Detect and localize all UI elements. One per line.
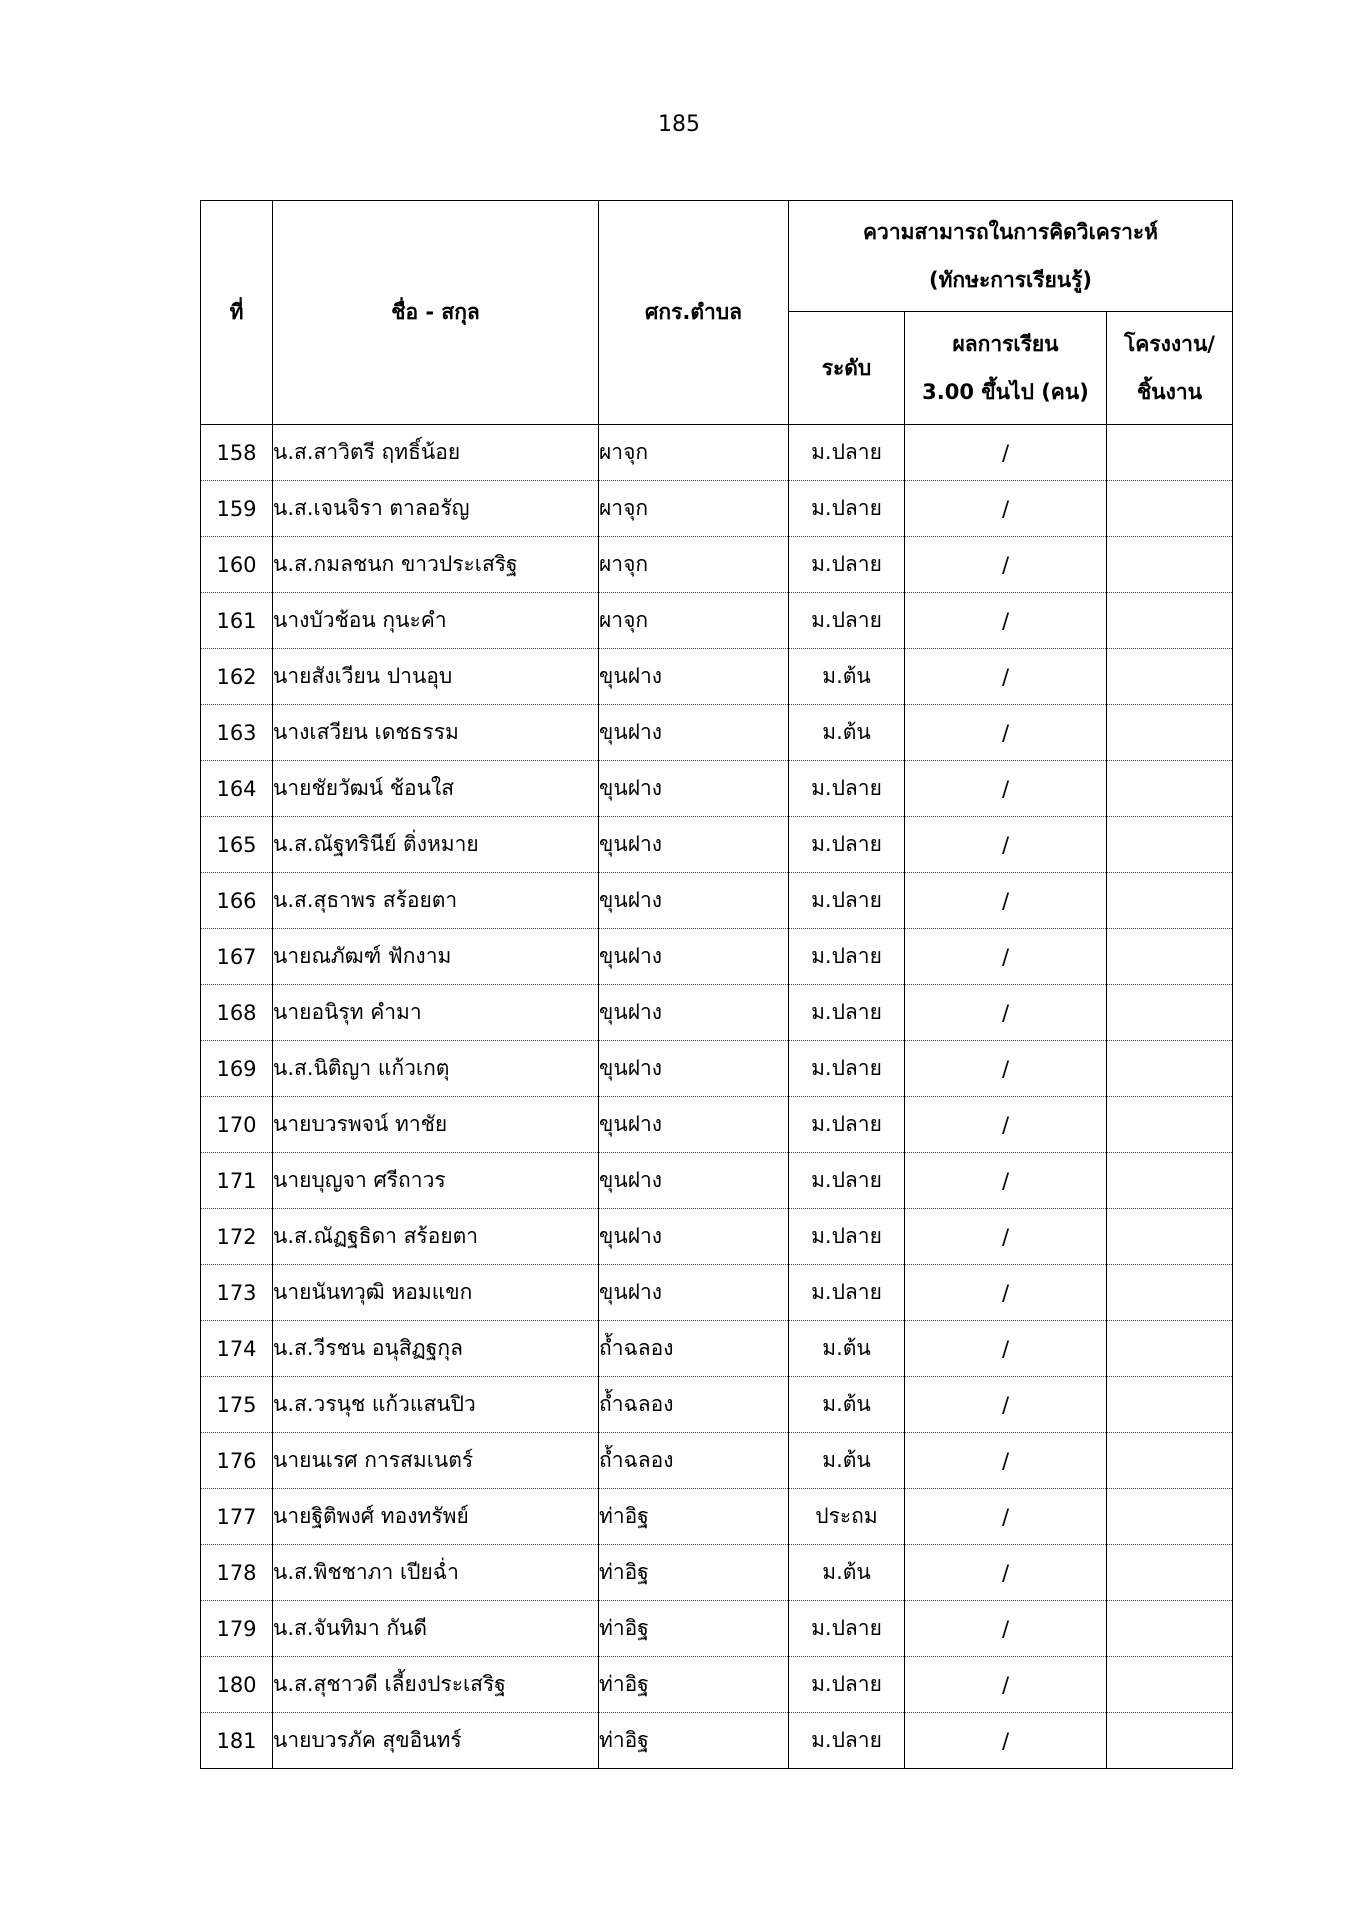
header-name: ชื่อ - สกุล (273, 201, 599, 425)
cell-name: นางเสวียน เดชธรรม (273, 705, 599, 761)
cell-level: ม.ปลาย (789, 425, 905, 481)
cell-level: ม.ปลาย (789, 481, 905, 537)
header-project-line1: โครงงาน/ (1124, 332, 1215, 356)
cell-level: ม.ปลาย (789, 1265, 905, 1321)
cell-no: 166 (201, 873, 273, 929)
cell-result: / (905, 1209, 1107, 1265)
cell-name: น.ส.วรนุช แก้วแสนปิว (273, 1377, 599, 1433)
cell-no: 161 (201, 593, 273, 649)
cell-result: / (905, 1545, 1107, 1601)
cell-level: ม.ปลาย (789, 929, 905, 985)
cell-project (1107, 649, 1233, 705)
table-row (201, 1097, 1233, 1153)
table-row (201, 537, 1233, 593)
cell-project (1107, 1713, 1233, 1769)
cell-no: 160 (201, 537, 273, 593)
cell-name: นายบุญจา ศรีถาวร (273, 1153, 599, 1209)
cell-project (1107, 425, 1233, 481)
cell-level: ม.ต้น (789, 1433, 905, 1489)
cell-tambon: ถ้ำฉลอง (599, 1433, 789, 1489)
cell-name: นายบวรพจน์ ทาชัย (273, 1097, 599, 1153)
table-row (201, 1041, 1233, 1097)
cell-name: น.ส.วีรชน อนุสิฏฐกุล (273, 1321, 599, 1377)
cell-project (1107, 537, 1233, 593)
cell-tambon: ขุนฝาง (599, 649, 789, 705)
cell-project (1107, 873, 1233, 929)
cell-result: / (905, 1713, 1107, 1769)
cell-level: ม.ปลาย (789, 1657, 905, 1713)
cell-name: น.ส.ณัฏฐธิดา สร้อยตา (273, 1209, 599, 1265)
table-row (201, 873, 1233, 929)
table-body (201, 425, 1233, 1769)
cell-level: ม.ปลาย (789, 985, 905, 1041)
header-group-line1: ความสามารถในการคิดวิเคราะห์ (862, 220, 1158, 244)
header-level: ระดับ (789, 312, 905, 425)
cell-result: / (905, 873, 1107, 929)
cell-result: / (905, 481, 1107, 537)
cell-result: / (905, 1657, 1107, 1713)
cell-tambon: ขุนฝาง (599, 1097, 789, 1153)
header-tambon: ศกร.ตำบล (599, 201, 789, 425)
cell-tambon: ผาจุก (599, 425, 789, 481)
cell-result: / (905, 985, 1107, 1041)
cell-project (1107, 817, 1233, 873)
cell-level: ม.ปลาย (789, 537, 905, 593)
table-row (201, 929, 1233, 985)
cell-result: / (905, 1377, 1107, 1433)
header-group-line2: (ทักษะการเรียนรู้) (928, 268, 1093, 292)
cell-no: 173 (201, 1265, 273, 1321)
cell-project (1107, 1041, 1233, 1097)
cell-project (1107, 1097, 1233, 1153)
cell-project (1107, 1545, 1233, 1601)
cell-level: ม.ปลาย (789, 873, 905, 929)
cell-no: 181 (201, 1713, 273, 1769)
cell-no: 158 (201, 425, 273, 481)
cell-name: น.ส.จันทิมา กันดี (273, 1601, 599, 1657)
cell-tambon: ถ้ำฉลอง (599, 1321, 789, 1377)
cell-level: ม.ปลาย (789, 761, 905, 817)
cell-project (1107, 705, 1233, 761)
cell-no: 172 (201, 1209, 273, 1265)
cell-name: น.ส.นิติญา แก้วเกตุ (273, 1041, 599, 1097)
cell-result: / (905, 761, 1107, 817)
header-group (789, 201, 1233, 312)
cell-no: 165 (201, 817, 273, 873)
table-row (201, 1657, 1233, 1713)
cell-tambon: ผาจุก (599, 481, 789, 537)
header-result-line1: ผลการเรียน (952, 332, 1059, 356)
cell-project (1107, 1433, 1233, 1489)
cell-tambon: ท่าอิฐ (599, 1657, 789, 1713)
cell-tambon: ท่าอิฐ (599, 1545, 789, 1601)
cell-no: 163 (201, 705, 273, 761)
cell-no: 171 (201, 1153, 273, 1209)
cell-result: / (905, 1265, 1107, 1321)
cell-name: นายบวรภัค สุขอินทร์ (273, 1713, 599, 1769)
cell-tambon: ท่าอิฐ (599, 1489, 789, 1545)
cell-no: 175 (201, 1377, 273, 1433)
cell-level: ม.ปลาย (789, 1097, 905, 1153)
cell-no: 159 (201, 481, 273, 537)
cell-no: 179 (201, 1601, 273, 1657)
student-table (200, 200, 1233, 1769)
cell-level: ม.ต้น (789, 1545, 905, 1601)
cell-no: 174 (201, 1321, 273, 1377)
cell-name: น.ส.สุธาพร สร้อยตา (273, 873, 599, 929)
cell-result: / (905, 1433, 1107, 1489)
table-row (201, 1545, 1233, 1601)
cell-result: / (905, 1153, 1107, 1209)
table-row (201, 1489, 1233, 1545)
cell-no: 178 (201, 1545, 273, 1601)
cell-name: นายฐิติพงศ์ ทองทรัพย์ (273, 1489, 599, 1545)
cell-result: / (905, 1321, 1107, 1377)
cell-tambon: ผาจุก (599, 537, 789, 593)
cell-no: 167 (201, 929, 273, 985)
table-row (201, 1433, 1233, 1489)
cell-no: 177 (201, 1489, 273, 1545)
cell-tambon: ขุนฝาง (599, 817, 789, 873)
cell-tambon: ถ้ำฉลอง (599, 1377, 789, 1433)
cell-project (1107, 1209, 1233, 1265)
cell-project (1107, 1265, 1233, 1321)
cell-name: นายอนิรุท คำมา (273, 985, 599, 1041)
cell-level: ม.ปลาย (789, 1601, 905, 1657)
table-row (201, 705, 1233, 761)
page-number: 185 (658, 112, 700, 137)
cell-tambon: ขุนฝาง (599, 1153, 789, 1209)
cell-no: 170 (201, 1097, 273, 1153)
cell-result: / (905, 1601, 1107, 1657)
cell-name: นายชัยวัฒน์ ช้อนใส (273, 761, 599, 817)
cell-name: น.ส.กมลชนก ขาวประเสริฐ (273, 537, 599, 593)
cell-level: ม.ปลาย (789, 817, 905, 873)
cell-name: น.ส.ณัฐทรินีย์ ติ่งหมาย (273, 817, 599, 873)
table-row (201, 1601, 1233, 1657)
cell-project (1107, 1377, 1233, 1433)
cell-project (1107, 929, 1233, 985)
table-row (201, 481, 1233, 537)
cell-no: 168 (201, 985, 273, 1041)
cell-level: ม.ปลาย (789, 1153, 905, 1209)
header-result-line2: 3.00 ขึ้นไป (คน) (922, 380, 1089, 404)
cell-result: / (905, 817, 1107, 873)
table-row (201, 1153, 1233, 1209)
header-project (1107, 312, 1233, 425)
cell-no: 169 (201, 1041, 273, 1097)
table-row (201, 1377, 1233, 1433)
cell-result: / (905, 929, 1107, 985)
cell-project (1107, 1321, 1233, 1377)
cell-level: ม.ปลาย (789, 1209, 905, 1265)
cell-tambon: ขุนฝาง (599, 985, 789, 1041)
cell-tambon: ขุนฝาง (599, 1041, 789, 1097)
cell-level: ม.ปลาย (789, 1713, 905, 1769)
cell-name: นายนเรศ การสมเนตร์ (273, 1433, 599, 1489)
cell-level: ม.ปลาย (789, 593, 905, 649)
cell-level: ม.ต้น (789, 705, 905, 761)
cell-name: นายสังเวียน ปานอุบ (273, 649, 599, 705)
cell-name: น.ส.สุชาวดี เลี้ยงประเสริฐ (273, 1657, 599, 1713)
cell-project (1107, 1489, 1233, 1545)
cell-name: น.ส.พิชชาภา เปียฉ่ำ (273, 1545, 599, 1601)
cell-level: ม.ต้น (789, 649, 905, 705)
header-project-line2: ชิ้นงาน (1136, 380, 1202, 404)
cell-name: นายนันทวุฒิ หอมแขก (273, 1265, 599, 1321)
cell-result: / (905, 425, 1107, 481)
cell-no: 162 (201, 649, 273, 705)
cell-tambon: ท่าอิฐ (599, 1713, 789, 1769)
cell-tambon: ขุนฝาง (599, 1265, 789, 1321)
cell-name: น.ส.เจนจิรา ตาลอรัญ (273, 481, 599, 537)
cell-level: ม.ปลาย (789, 1041, 905, 1097)
table-row (201, 985, 1233, 1041)
cell-project (1107, 1153, 1233, 1209)
cell-result: / (905, 537, 1107, 593)
table-header (201, 201, 1233, 425)
cell-tambon: ท่าอิฐ (599, 1601, 789, 1657)
cell-tambon: ขุนฝาง (599, 705, 789, 761)
table-row (201, 1321, 1233, 1377)
table-row (201, 649, 1233, 705)
table-row (201, 1713, 1233, 1769)
cell-result: / (905, 1041, 1107, 1097)
cell-project (1107, 761, 1233, 817)
cell-no: 176 (201, 1433, 273, 1489)
cell-project (1107, 985, 1233, 1041)
table-row (201, 1209, 1233, 1265)
cell-project (1107, 1601, 1233, 1657)
cell-tambon: ขุนฝาง (599, 1209, 789, 1265)
cell-project (1107, 481, 1233, 537)
cell-no: 164 (201, 761, 273, 817)
cell-tambon: ผาจุก (599, 593, 789, 649)
cell-project (1107, 1657, 1233, 1713)
cell-result: / (905, 593, 1107, 649)
header-result (905, 312, 1107, 425)
cell-level: ประถม (789, 1489, 905, 1545)
cell-name: น.ส.สาวิตรี ฤทธิ์น้อย (273, 425, 599, 481)
cell-name: นางบัวช้อน กุนะคำ (273, 593, 599, 649)
cell-level: ม.ต้น (789, 1321, 905, 1377)
cell-result: / (905, 1097, 1107, 1153)
table-row (201, 1265, 1233, 1321)
header-no: ที่ (201, 201, 273, 425)
cell-tambon: ขุนฝาง (599, 929, 789, 985)
table-row (201, 817, 1233, 873)
cell-tambon: ขุนฝาง (599, 761, 789, 817)
cell-no: 180 (201, 1657, 273, 1713)
cell-result: / (905, 705, 1107, 761)
cell-project (1107, 593, 1233, 649)
table-row (201, 761, 1233, 817)
cell-tambon: ขุนฝาง (599, 873, 789, 929)
cell-level: ม.ต้น (789, 1377, 905, 1433)
cell-result: / (905, 1489, 1107, 1545)
table-row (201, 593, 1233, 649)
cell-name: นายณภัฒฑ์ ฟักงาม (273, 929, 599, 985)
cell-result: / (905, 649, 1107, 705)
table-row (201, 425, 1233, 481)
